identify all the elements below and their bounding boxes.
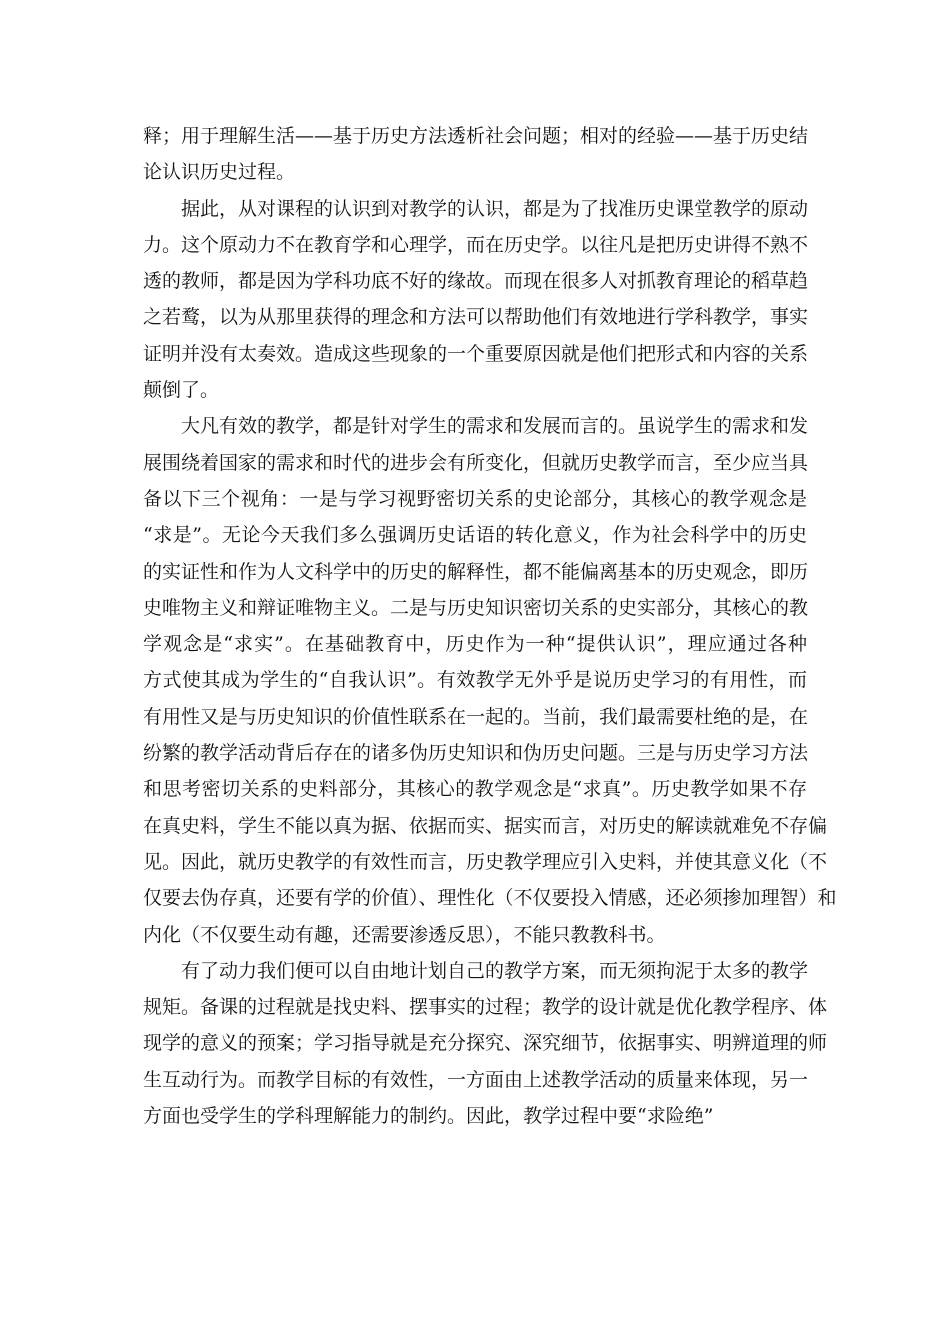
text-line: 有了动力我们便可以自由地计划自己的教学方案，而无须拘泥于太多的教学 <box>181 959 809 982</box>
text-line: 透的教师，都是因为学科功底不好的缘故。而现在很多人对抓教育理论的稻草趋 <box>143 270 809 293</box>
text-line: 证明并没有太奏效。造成这些现象的一个重要原因就是他们把形式和内容的关系 <box>143 342 809 365</box>
text-line: 纷繁的教学活动背后存在的诸多伪历史知识和伪历史问题。三是与历史学习方法 <box>143 742 809 765</box>
text-line: 有用性又是与历史知识的价值性联系在一起的。当前，我们最需要杜绝的是，在 <box>143 705 809 728</box>
text-line: 释；用于理解生活——基于历史方法透析社会问题；相对的经验——基于历史结 <box>143 125 809 147</box>
text-line: 展围绕着国家的需求和时代的进步会有所变化，但就历史教学而言，至少应当具 <box>143 451 809 474</box>
text-line: 的实证性和作为人文科学中的历史的解释性，都不能偏离基本的历史观念，即历 <box>143 560 809 583</box>
text-line: 规矩。备课的过程就是找史料、摆事实的过程；教学的设计就是优化教学程序、体 <box>143 996 828 1019</box>
text-line: 在真史料，学生不能以真为据、依据而实、据实而言，对历史的解读就难免不存偏 <box>143 814 828 837</box>
text-line: 备以下三个视角：一是与学习视野密切关系的史论部分，其核心的教学观念是 <box>143 487 807 510</box>
text-line: 方式使其成为学生的“自我认识”。有效教学无外乎是说历史学习的有用性，而 <box>143 669 807 692</box>
text-line: 史唯物主义和辩证唯物主义。二是与历史知识密切关系的史实部分，其核心的教 <box>143 596 809 619</box>
text-line: 论认识历史过程。 <box>143 161 296 184</box>
text-line: “求是”。无论今天我们多么强调历史话语的转化意义，作为社会科学中的历史 <box>143 524 807 547</box>
text-line: 现学的意义的预案；学习指导就是充分探究、深究细节，依据事实、明辨道理的师 <box>143 1032 828 1055</box>
text-line: 力。这个原动力不在教育学和心理学，而在历史学。以往凡是把历史讲得不熟不 <box>143 233 809 256</box>
text-line: 颠倒了。 <box>143 379 220 402</box>
text-line: 据此，从对课程的认识到对教学的认识，都是为了找准历史课堂教学的原动 <box>181 197 809 220</box>
text-line: 大凡有效的教学，都是针对学生的需求和发展而言的。虽说学生的需求和发 <box>181 415 809 438</box>
text-line: 之若鹜，以为从那里获得的理念和方法可以帮助他们有效地进行学科教学，事实 <box>143 306 809 329</box>
text-line: 生互动行为。而教学目标的有效性，一方面由上述教学活动的质量来体现，另一 <box>143 1068 809 1091</box>
body-text <box>143 118 837 1134</box>
text-line: 见。因此，就历史教学的有效性而言，历史教学理应引入史料，并使其意义化（不 <box>143 850 828 873</box>
text-line: 仅要去伪存真，还要有学的价值）、理性化（不仅要投入情感，还必须掺加理智）和 <box>143 887 837 910</box>
text-line: 内化（不仅要生动有趣，还需要渗透反思），不能只教教科书。 <box>143 923 666 946</box>
text-line: 方面也受学生的学科理解能力的制约。因此，教学过程中要“求险绝” <box>143 1105 714 1128</box>
text-line: 和思考密切关系的史料部分，其核心的教学观念是“求真”。历史教学如果不存 <box>143 778 807 801</box>
text-line: 学观念是“求实”。在基础教育中，历史作为一种“提供认识”，理应通过各种 <box>143 633 807 656</box>
